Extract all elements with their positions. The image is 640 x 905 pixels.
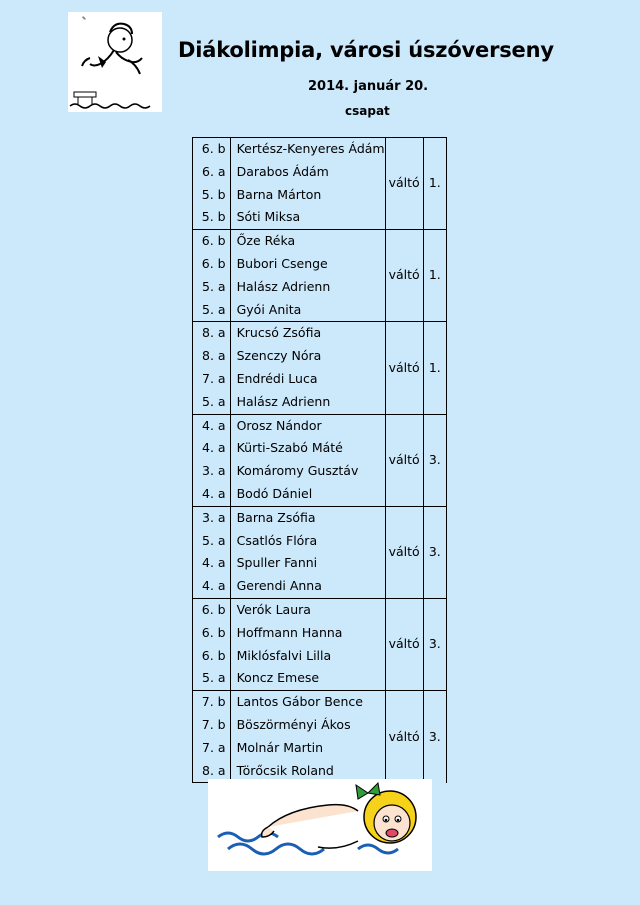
member-class: 5. a: [193, 276, 231, 299]
member-name: Spuller Fanni: [236, 555, 318, 571]
member-name: Törőcsik Roland: [230, 760, 385, 783]
member-name: Molnár Martin: [236, 739, 324, 755]
member-class: 4. a: [193, 483, 231, 506]
diver-icon: [68, 12, 162, 112]
member-name: Lantos Gábor Bence: [230, 691, 385, 714]
event-date: 2014. január 20.: [308, 79, 429, 94]
team-event: váltó: [385, 414, 423, 506]
team-place: 1.: [423, 230, 446, 322]
team-place: 3.: [423, 598, 446, 690]
member-name: Koncz Emese: [230, 667, 385, 690]
member-class: 3. a: [193, 460, 231, 483]
member-class: 5. b: [193, 206, 231, 229]
table-row: [193, 691, 447, 714]
member-name: Krucsó Zsófia: [230, 322, 385, 345]
member-name: Őze Réka: [230, 230, 385, 253]
member-name: Gyói Anita: [230, 299, 385, 322]
member-class: 4. a: [193, 414, 231, 437]
team-place: 3.: [423, 506, 446, 598]
member-name: Kertész-Kenyeres Ádám: [230, 138, 385, 161]
results-table: [192, 137, 447, 783]
member-name: Bubori Csenge: [236, 255, 328, 271]
member-class: 5. b: [193, 184, 231, 207]
member-name: Szenczy Nóra: [236, 348, 322, 364]
team-event: váltó: [385, 598, 423, 690]
table-row: [193, 322, 447, 345]
team-place: 1.: [423, 138, 446, 230]
member-name: Komáromy Gusztáv: [236, 463, 359, 479]
member-class: 5. a: [193, 391, 231, 414]
member-name: Gerendi Anna: [230, 575, 385, 598]
member-name: Endrédi Luca: [236, 370, 318, 386]
member-class: 6. b: [193, 253, 231, 276]
member-class: 4. a: [193, 575, 231, 598]
page-title: Diákolimpia, városi úszóverseny: [178, 38, 554, 62]
member-class: 6. b: [193, 645, 231, 668]
team-place: 1.: [423, 322, 446, 414]
member-name: Orosz Nándor: [230, 414, 385, 437]
member-class: 6. a: [193, 161, 231, 184]
team-event: váltó: [385, 691, 423, 783]
member-name: Bodó Dániel: [230, 483, 385, 506]
member-class: 4. a: [193, 552, 231, 575]
category-label: csapat: [345, 104, 390, 118]
member-class: 5. a: [193, 530, 231, 553]
diver-logo: [68, 12, 162, 112]
member-name: Verók Laura: [230, 598, 385, 621]
member-class: 3. a: [193, 506, 231, 529]
table-row: [193, 414, 447, 437]
team-event: váltó: [385, 322, 423, 414]
team-event: váltó: [385, 138, 423, 230]
member-name: Miklósfalvi Lilla: [236, 647, 332, 663]
member-name: Halász Adrienn: [236, 278, 331, 294]
member-class: 8. a: [193, 760, 231, 783]
member-class: 7. b: [193, 714, 231, 737]
member-name: Darabos Ádám: [236, 163, 329, 179]
member-class: 5. a: [193, 667, 231, 690]
member-class: 7. a: [193, 368, 231, 391]
member-name: Barna Zsófia: [230, 506, 385, 529]
team-place: 3.: [423, 691, 446, 783]
member-name: Halász Adrienn: [230, 391, 385, 414]
member-name: Barna Márton: [236, 186, 322, 202]
svg-text:✎: ✎: [82, 16, 87, 22]
member-class: 8. a: [193, 345, 231, 368]
member-class: 5. a: [193, 299, 231, 322]
member-class: 4. a: [193, 437, 231, 460]
member-name: Kürti-Szabó Máté: [236, 440, 343, 456]
member-class: 8. a: [193, 322, 231, 345]
swimmer-illustration: [208, 779, 432, 871]
member-name: Böszörményi Ákos: [236, 716, 351, 732]
table-row: [193, 598, 447, 621]
member-class: 6. b: [193, 598, 231, 621]
team-place: 3.: [423, 414, 446, 506]
member-class: 6. b: [193, 622, 231, 645]
swimmer-icon: [208, 779, 432, 871]
team-event: váltó: [385, 506, 423, 598]
member-name: Csatlós Flóra: [236, 532, 318, 548]
member-name: Hoffmann Hanna: [236, 624, 343, 640]
team-event: váltó: [385, 230, 423, 322]
table-row: [193, 506, 447, 529]
member-class: 7. a: [193, 737, 231, 760]
member-class: 6. b: [193, 230, 231, 253]
member-class: 6. b: [193, 138, 231, 161]
member-class: 7. b: [193, 691, 231, 714]
table-row: [193, 230, 447, 253]
table-row: [193, 138, 447, 161]
member-name: Sóti Miksa: [230, 206, 385, 229]
